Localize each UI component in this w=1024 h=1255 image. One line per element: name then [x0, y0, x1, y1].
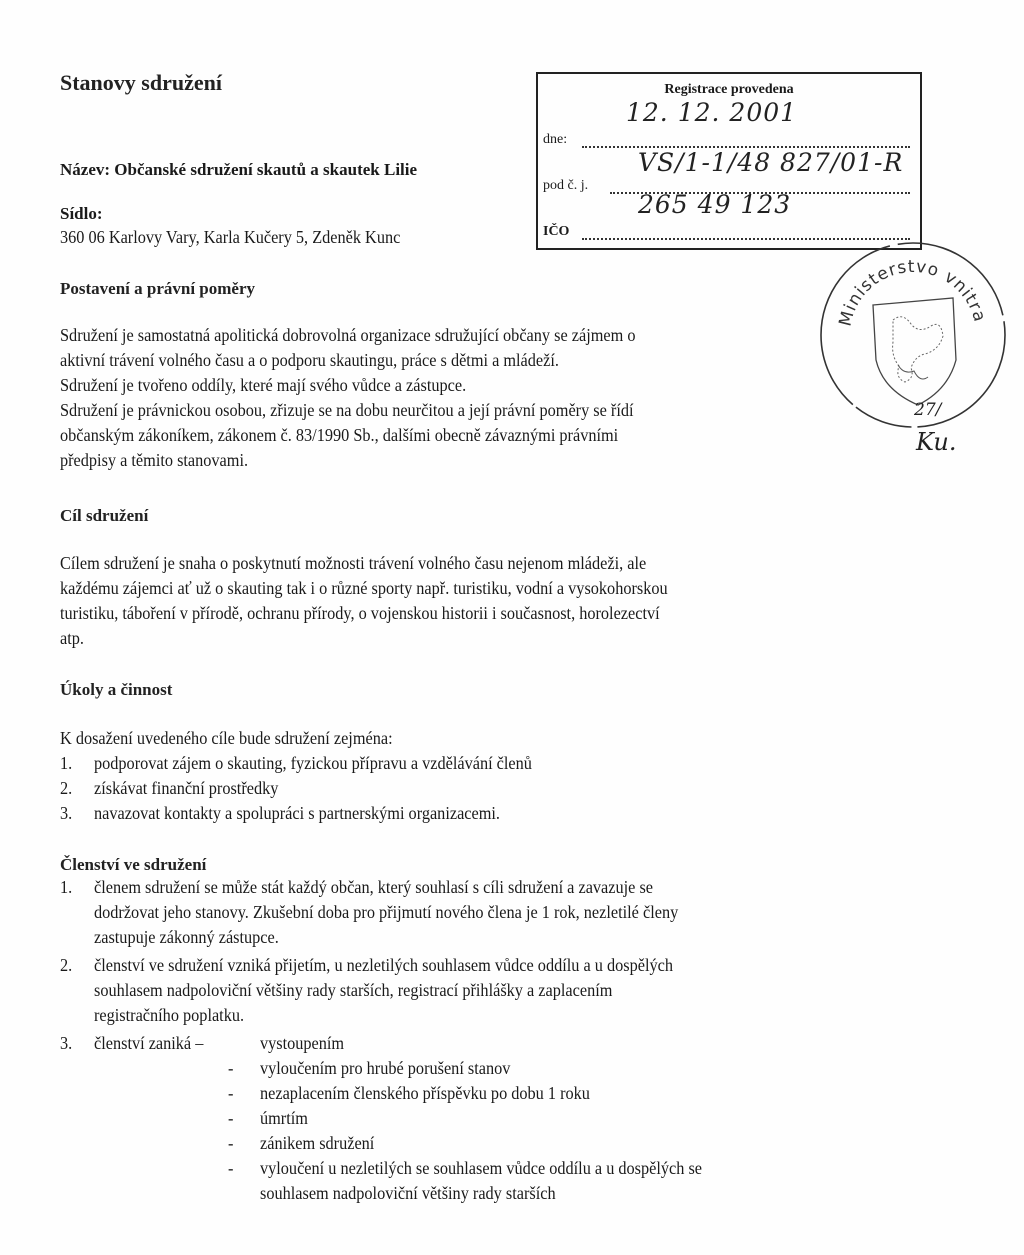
membership-line: členem sdružení se může stát každý občan, který souhlasí s cíli sdružení a zavazuje se [94, 877, 654, 897]
registration-ico-handwritten: 265 49 123 [638, 190, 792, 219]
membership-termination-first: vystoupením [260, 1033, 345, 1053]
status-line: Sdružení je tvořeno oddíly, které mají svého vůdce a zástupce. [60, 375, 467, 395]
status-line: aktivní trávení volného času a o podporu skautingu, práce s dětmi a mládeží. [60, 350, 559, 370]
membership-line: zastupuje zákonný zástupce. [94, 927, 279, 947]
goal-line: Cílem sdružení je snaha o poskytnutí možnosti trávení volného času nejenom mládeži, ale [60, 553, 647, 573]
association-name: Název: Občanské sdružení skautů a skautek Lilie [60, 160, 418, 179]
seat-address: 360 06 Karlovy Vary, Karla Kučery 5, Zdeněk Kunc [60, 227, 401, 247]
goal-line: každému zájemci ať už o skauting tak i o různé sporty např. turistiku, vodní a vysokohorskou [60, 578, 668, 598]
seat-label: Sídlo: [60, 204, 103, 223]
status-line: občanským zákoníkem, zákonem č. 83/1990 Sb., dalšími obecně závaznými právními [60, 425, 619, 445]
registration-stamp-title: Registrace provedena [664, 82, 794, 97]
status-line: předpisy a těmito stanovami. [60, 450, 249, 470]
section-heading-membership: Členství ve sdružení [60, 855, 207, 874]
membership-line: dodržovat jeho stanovy. Zkušební doba pro přijmutí nového člena je 1 rok, nezletilé členy [94, 902, 679, 922]
section-heading-tasks: Úkoly a činnost [60, 680, 173, 699]
tasks-item-number: 1. [60, 753, 73, 773]
registration-stamp [536, 72, 922, 250]
membership-termination-lead: členství zaniká – [94, 1033, 204, 1053]
dash-bullet: - [228, 1158, 234, 1178]
signature-initials: Ku. [916, 428, 957, 456]
status-line: Sdružení je samostatná apolitická dobrovolná organizace sdružující občany se zájmem o [60, 325, 636, 345]
goal-line: atp. [60, 628, 84, 648]
status-line: Sdružení je právnickou osobou, zřizuje se na dobu neurčitou a její právní poměry se řídí [60, 400, 634, 420]
section-heading-goal: Cíl sdružení [60, 506, 149, 525]
membership-item-number: 3. [60, 1033, 73, 1053]
ministry-seal [818, 240, 1008, 456]
registration-ico-label: IČO [543, 224, 570, 239]
membership-item-number: 1. [60, 877, 73, 897]
registration-ref-label: pod č. j. [543, 178, 589, 193]
tasks-item-number: 2. [60, 778, 73, 798]
seal-circle-icon [818, 240, 1008, 430]
tasks-intro: K dosažení uvedeného cíle bude sdružení zejména: [60, 728, 393, 748]
termination-reason-continuation: souhlasem nadpoloviční většiny rady starších [260, 1183, 556, 1203]
signature-number: 27/ [914, 400, 942, 420]
termination-reason: vyloučením pro hrubé porušení stanov [260, 1058, 511, 1078]
dash-bullet: - [228, 1083, 234, 1103]
termination-reason: úmrtím [260, 1108, 308, 1128]
tasks-item: navazovat kontakty a spolupráci s partnerskými organizacemi. [94, 803, 500, 823]
registration-ref-handwritten: VS/1-1/48 827/01-R [638, 148, 904, 177]
registration-date-label: dne: [543, 132, 568, 147]
membership-item-number: 2. [60, 955, 73, 975]
dash-bullet: - [228, 1133, 234, 1153]
svg-text:Ministerstvo vnitra [835, 257, 989, 328]
goal-line: turistiku, táboření v přírodě, ochranu přírody, o vojenskou historii i současnost, horolezectví [60, 603, 660, 623]
membership-line: členství ve sdružení vzniká přijetím, u nezletilých souhlasem vůdce oddílu a u dospělých [94, 955, 673, 975]
registration-date-handwritten: 12. 12. 2001 [626, 98, 798, 127]
tasks-item-number: 3. [60, 803, 73, 823]
dash-bullet: - [228, 1058, 234, 1078]
document-title: Stanovy sdružení [60, 70, 222, 95]
coat-of-arms-icon [873, 298, 956, 405]
tasks-item: získávat finanční prostředky [94, 778, 279, 798]
section-heading-status: Postavení a právní poměry [60, 279, 256, 298]
termination-reason: nezaplacením členského příspěvku po dobu 1 roku [260, 1083, 590, 1103]
membership-line: souhlasem nadpoloviční většiny rady starších, registrací přihlášky a zaplacením [94, 980, 613, 1000]
termination-reason: vyloučení u nezletilých se souhlasem vůdce oddílu a u dospělých se [260, 1158, 703, 1178]
dash-bullet: - [228, 1108, 234, 1128]
termination-reason: zánikem sdružení [260, 1133, 375, 1153]
membership-line: registračního poplatku. [94, 1005, 245, 1025]
seal-text: Ministerstvo vnitra [835, 256, 990, 329]
tasks-item: podporovat zájem o skauting, fyzickou přípravu a vzdělávání členů [94, 753, 532, 773]
